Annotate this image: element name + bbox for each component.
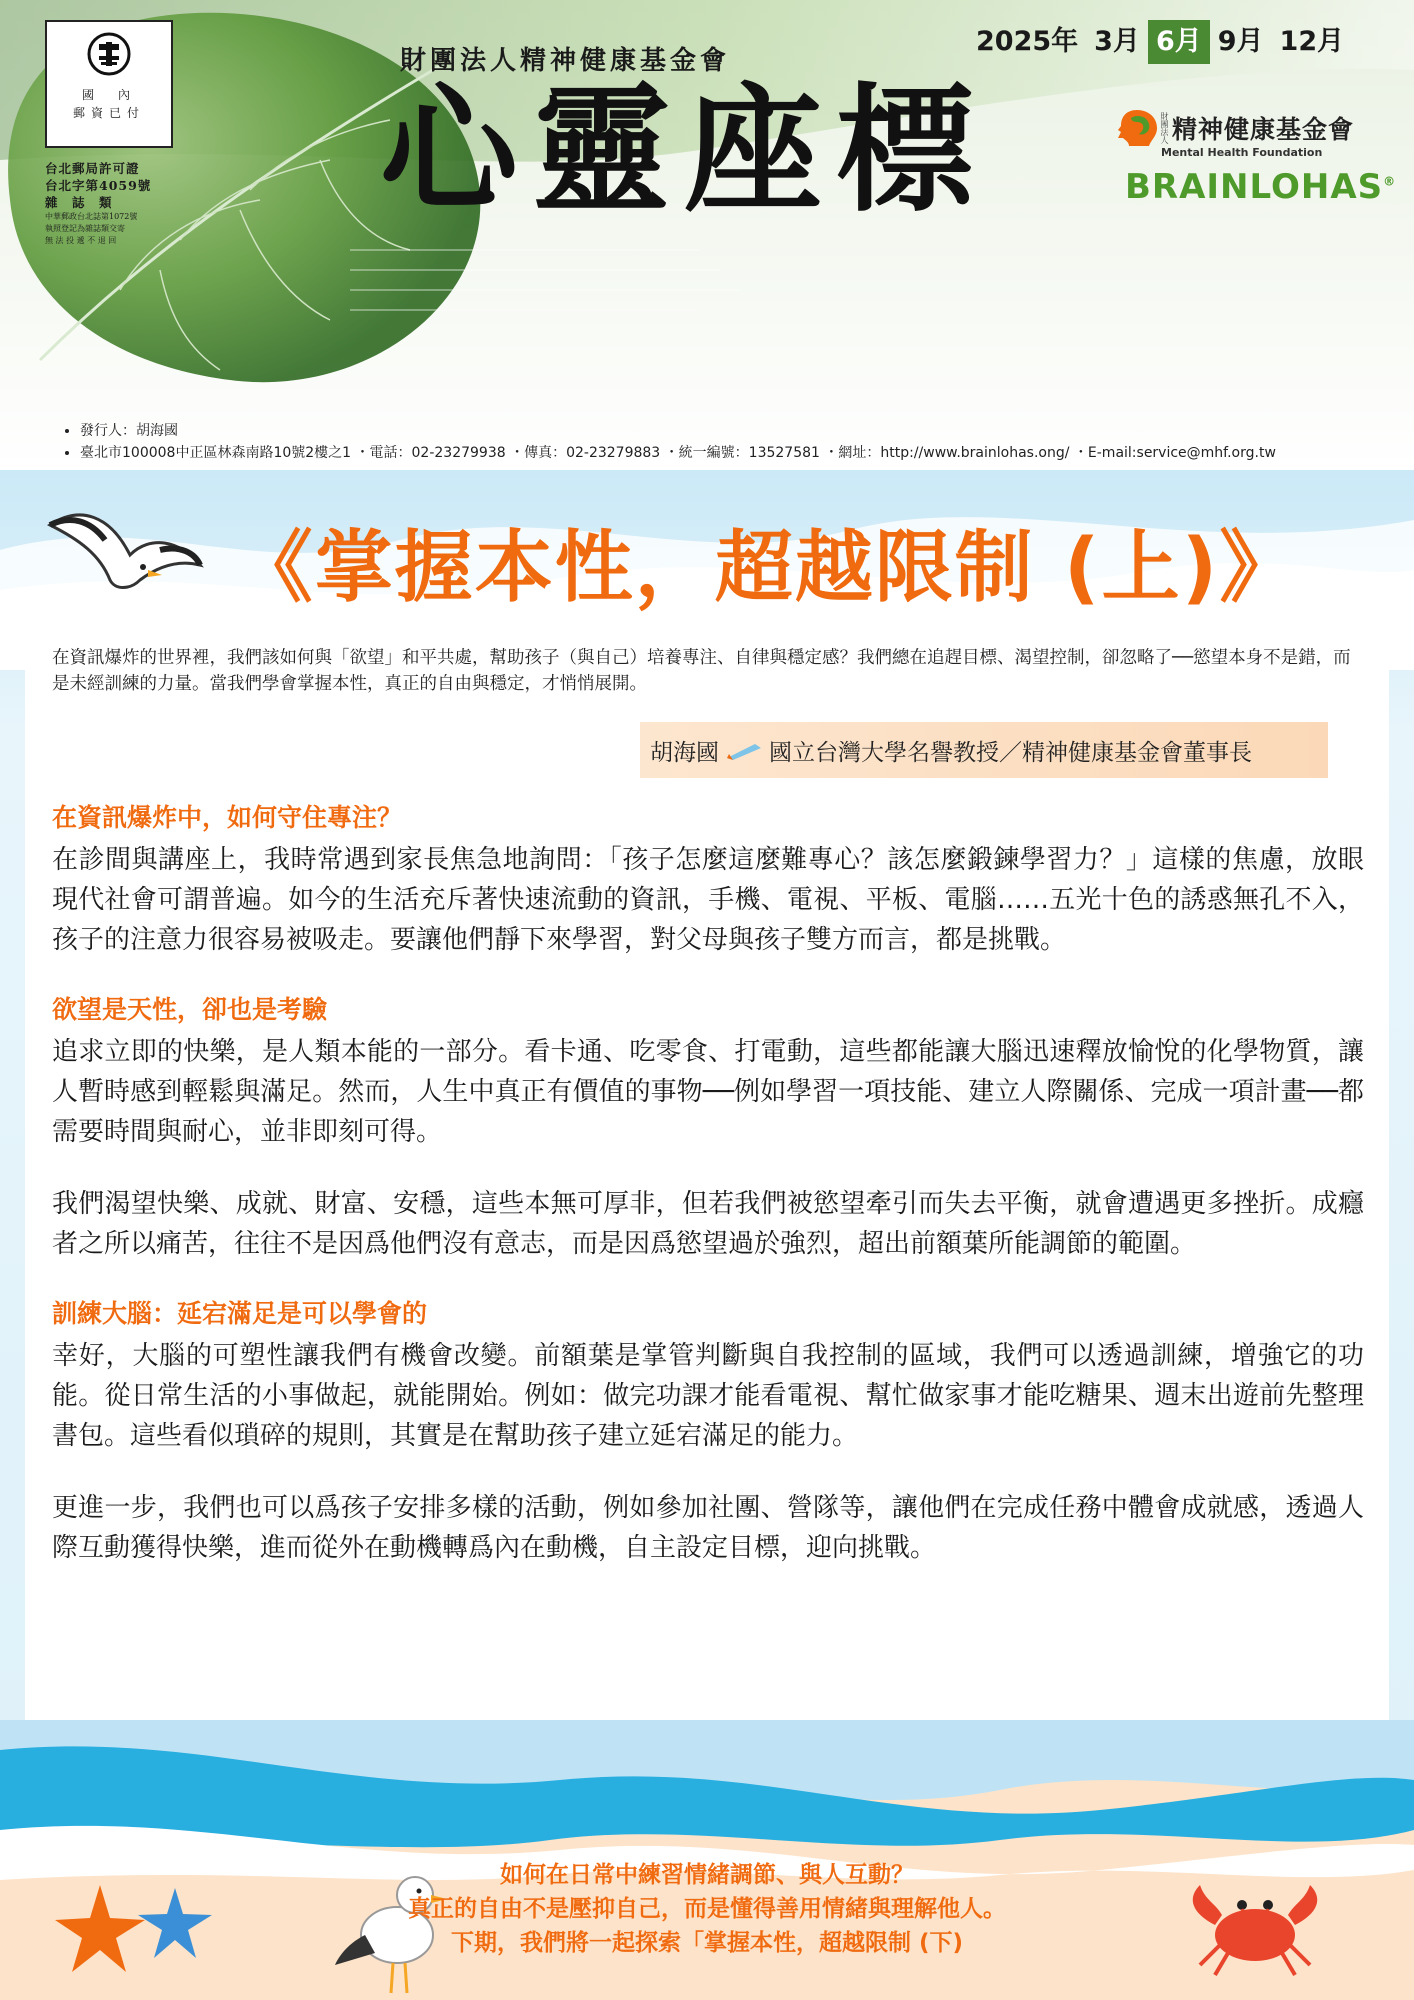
logo-prefix: 財團法人	[1160, 112, 1169, 144]
logo-reg: ®	[1383, 174, 1397, 189]
masthead-title: 心靈座標	[380, 68, 989, 231]
logo-brand: BRAINLOHAS	[1125, 167, 1384, 207]
teaser-line-2: 真正的自由不是壓抑自己，而是懂得善用情緒與理解他人。	[408, 1896, 1006, 1922]
brain-head-icon	[1115, 108, 1159, 148]
author-title: 國立台灣大學名譽教授／精神健康基金會董事長	[769, 739, 1252, 766]
article-body	[52, 800, 1364, 1600]
foundation-name: 財團法人精神健康基金會	[400, 46, 731, 76]
postage-line-2: 郵資已付	[72, 106, 145, 120]
section-training	[52, 1296, 1364, 1568]
permit-line-2: 台北字第4059號	[45, 178, 152, 193]
section-paragraph: 我們渴望快樂、成就、財富、安穩，這些本無可厚非，但若我們被慾望牽引而失去平衡，就會遭遇更多挫折。成癮者之所以痛苦，往往不是因爲他們沒有意志，而是因爲慾望過於強烈，超出前額葉所能調節的範圍。	[52, 1189, 1364, 1259]
publisher-info	[62, 420, 1276, 464]
permit-line-1: 台北郵局許可證	[45, 161, 140, 176]
issue-month-dec: 12月	[1279, 26, 1345, 57]
permit-line-3: 雜 誌 類	[45, 195, 113, 210]
publisher-issuer: • 發行人：胡海國	[80, 420, 1276, 442]
section-heading: 訓練大腦：延宕滿足是可以學會的	[52, 1299, 428, 1328]
issue-month-sep: 9月	[1217, 26, 1264, 57]
author-banner	[640, 722, 1328, 778]
article-title: 《掌握本性，超越限制 (上)》	[234, 523, 1300, 613]
pen-icon	[725, 740, 763, 760]
section-paragraph: 追求立即的快樂，是人類本能的一部分。看卡通、吃零食、打電動，這些都能讓大腦迅速釋放愉悅的化學物質，讓人暫時感到輕鬆與滿足。然而，人生中真正有價值的事物──例如學習一項技能、建立人際關係、完成一項計畫──都需要時間與耐心，並非即刻可得。	[52, 1037, 1364, 1147]
permit-line-6: 無 法 投 遞 不 退 回	[45, 236, 117, 245]
section-focus	[52, 800, 1364, 960]
teaser-line-1: 如何在日常中練習情緒調節、與人互動？	[500, 1862, 914, 1888]
logo-name-cn: 精神健康基金會	[1172, 115, 1355, 144]
permit-line-4: 中華郵政台北誌第1072號	[45, 212, 138, 221]
issue-months	[968, 20, 1352, 64]
foundation-logo	[1115, 108, 1397, 207]
post-emblem-icon	[87, 32, 131, 76]
section-paragraph: 更進一步，我們也可以爲孩子安排多樣的活動，例如參加社團、營隊等，讓他們在完成任務中體會成就感，透過人際互動獲得快樂，進而從外在動機轉爲內在動機，自主設定目標，迎向挑戰。	[52, 1493, 1364, 1563]
author-name: 胡海國	[650, 739, 719, 766]
issue-month-mar: 3月	[1094, 26, 1140, 57]
logo-name-en: Mental Health Foundation	[1161, 146, 1323, 159]
section-heading: 欲望是天性，卻也是考驗	[52, 995, 328, 1024]
postage-paid-box	[45, 20, 173, 148]
section-paragraph: 在診間與講座上，我時常遇到家長焦急地詢問：「孩子怎麼這麼難專心？該怎麼鍛鍊學習力？」這樣的焦慮，放眼現代社會可謂普遍。如今的生活充斥著快速流動的資訊，手機、電視、平板、電腦……五光十色的誘惑無孔不入，孩子的注意力很容易被吸走。要讓他們靜下來學習，對父母與孩子雙方而言，都是挑戰。	[52, 845, 1364, 955]
permit-line-5: 執照登記為雜誌類交寄	[45, 224, 125, 233]
article-intro: 在資訊爆炸的世界裡，我們該如何與「欲望」和平共處，幫助孩子（與自己）培養專注、自律與穩定感？我們總在追趕目標、渴望控制，卻忽略了──慾望本身不是錯，而是未經訓練的力量。當我們學會掌握本性，真正的自由與穩定，才悄悄展開。	[52, 648, 1351, 694]
issue-year: 2025年	[976, 26, 1079, 57]
issue-month-jun-active: 6月	[1148, 20, 1210, 64]
mail-permit	[45, 160, 180, 247]
next-issue-teaser	[0, 1858, 1414, 1960]
section-paragraph: 幸好，大腦的可塑性讓我們有機會改變。前額葉是掌管判斷與自我控制的區域，我們可以透過訓練，增強它的功能。從日常生活的小事做起，就能開始。例如：做完功課才能看電視、幫忙做家事才能吃糖果、週末出遊前先整理書包。這些看似瑣碎的規則，其實是在幫助孩子建立延宕滿足的能力。	[52, 1341, 1364, 1451]
teaser-line-3: 下期，我們將一起探索「掌握本性，超越限制 (下)	[450, 1930, 964, 1956]
publisher-contact: • 臺北市100008中正區林森南路10號2樓之1 ・電話：02-23279938 ・傳真：02-23279883 ・統一編號：13527581 ・網址：http://www.brainlohas.ong/ ・E-mail:service@mhf.org.tw	[80, 442, 1276, 464]
section-desire	[52, 992, 1364, 1264]
section-heading: 在資訊爆炸中，如何守住專注？	[52, 803, 403, 832]
postage-line-1: 國 內	[81, 88, 136, 102]
